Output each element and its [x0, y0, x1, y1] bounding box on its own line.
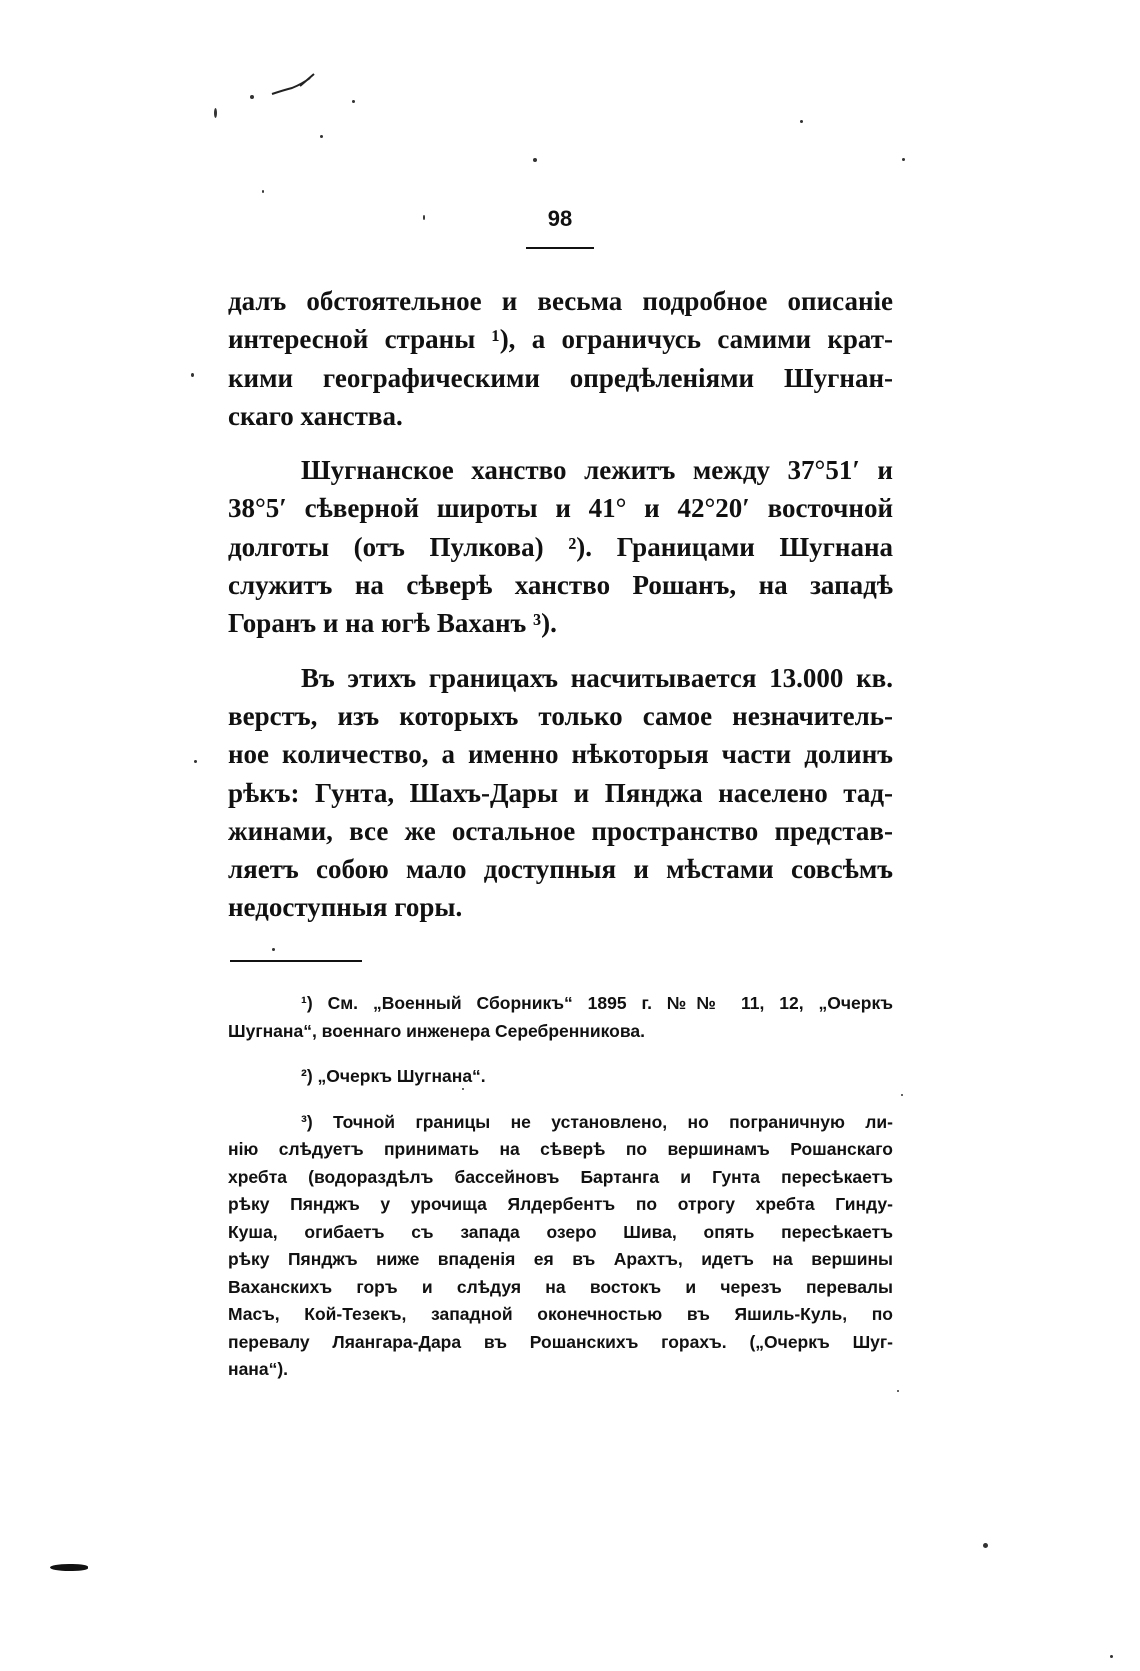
text-line: Шугнанское ханство лежитъ между 37°51′ и: [301, 455, 893, 486]
footnote-line: Ваханскихъ горъ и слѣдуя на востокъ и черезъ перевалы: [228, 1276, 893, 1297]
footnote-3: [228, 1109, 893, 1384]
page-number: 98: [547, 206, 573, 231]
footnote-separator: [230, 960, 362, 962]
footnote-line: хребта (водораздѣлъ бассейновъ Бартанга и Гунта пересѣкаетъ: [228, 1166, 893, 1187]
paragraph: [228, 659, 893, 927]
text-line: кими географическими опредѣленiями Шугнан-: [228, 362, 893, 393]
text-line: далъ обстоятельное и весьма подробное описанiе: [228, 286, 893, 316]
footnote-line: перевалу Ляангара-Дара въ Рошанскихъ горахъ. („Очеркъ Шуг-: [228, 1331, 893, 1352]
text-line: служитъ на сѣверѣ ханство Рошанъ, на западѣ: [228, 570, 893, 601]
text-line: ляетъ собою мало доступныя и мѣстами совсѣмъ: [228, 854, 893, 885]
text-line: рѣкъ: Гунта, Шахъ-Дары и Пянджа населено тад-: [228, 777, 893, 808]
footnote-line: нiю слѣдуетъ принимать на сѣверѣ по вершинамъ Рошанскаго: [228, 1139, 893, 1159]
text-line: верстъ, изъ которыхъ только самое незначитель-: [228, 700, 893, 731]
paragraph: [228, 282, 893, 435]
footnote-line: ¹) См. „Военный Сборникъ“ 1895 г. №№ 11, 12, „Очеркъ: [301, 993, 893, 1013]
footnote-line: ³) Точной границы не установлено, но пограничную ли-: [301, 1111, 893, 1132]
footnote-line: Масъ, Кой-Тезекъ, западной оконечностью въ Яшиль-Куль, по: [228, 1304, 893, 1324]
footnotes: [228, 990, 893, 1384]
text-line: Въ этихъ границахъ насчитывается 13.000 кв.: [301, 662, 893, 693]
footnote-line: Куша, огибаетъ съ запада озеро Шива, опять пересѣкаетъ: [228, 1221, 893, 1242]
footnote-line: рѣку Пянджъ у урочища Ялдербентъ по отрогу хребта Гинду-: [228, 1194, 893, 1214]
text-line: 38°5′ сѣверной широты и 41° и 42°20′ восточной: [228, 493, 893, 524]
footnote-line: нана“).: [228, 1359, 289, 1379]
paragraph: [228, 451, 893, 642]
text-line: недоступныя горы.: [228, 892, 463, 923]
footnote-2: [228, 1063, 893, 1091]
footnote-line: Шугнана“, военнаго инженера Серебренникова.: [228, 1020, 645, 1041]
main-text: [228, 282, 893, 927]
page-number-rule: [526, 247, 594, 249]
text-line: ное количество, а именно нѣкоторыя части долинъ: [228, 739, 893, 770]
pencil-scribble-icon: [270, 70, 320, 100]
text-line: интересной страны ¹), а ограничусь самими крат-: [228, 324, 893, 355]
text-line: Горанъ и на югѣ Ваханъ ³).: [228, 608, 557, 639]
text-line: скаго ханства.: [228, 400, 403, 431]
text-line: жинами, все же остальное пространство представ-: [228, 815, 893, 846]
margin-ink-mark: [50, 1564, 88, 1571]
text-line: долготы (отъ Пулкова) ²). Границами Шугнана: [228, 531, 893, 562]
footnote-line: ²) „Очеркъ Шугнана“.: [301, 1066, 486, 1086]
footnote-line: рѣку Пянджъ ниже впаденiя ея въ Арахтъ, идетъ на вершины: [228, 1249, 893, 1269]
footnote-1: [228, 990, 893, 1045]
